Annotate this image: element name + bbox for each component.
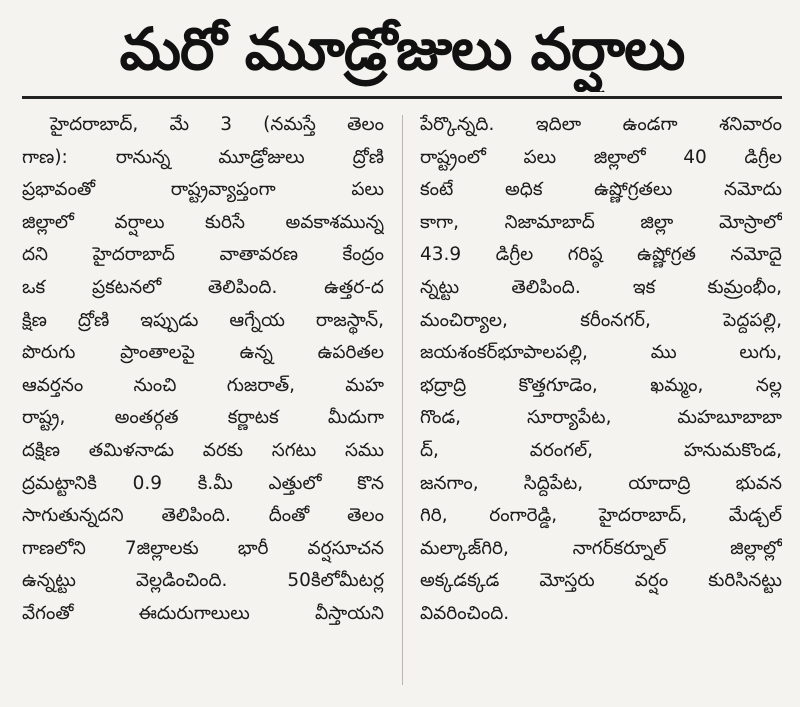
right-column-line: మంచిర్యాల, కరీంనగర్, పెద్దపల్లి, [420,309,782,331]
right-column-line: 43.9 డిగ్రీల గరిష్ఠ ఉష్ణోగ్రత నమోదై [420,244,782,266]
left-column-line: ప్రభావంతో రాష్ట్రవ్యాప్తంగా పలు [22,179,384,201]
right-column [420,109,782,697]
left-column-line: దని హైదరాబాద్ వాతావరణ కేంద్రం [22,244,384,266]
article-body [22,109,782,697]
right-column-line: భద్రాద్రి కొత్తగూడెం, ఖమ్మం, నల్ల [420,374,782,396]
right-column-line: కాగా, నిజామాబాద్ జిల్లా మోస్రాలో [420,211,782,233]
headline-rule [22,96,782,99]
right-column-line: పేర్కొన్నది. ఇదిలా ఉండగా శనివారం [420,114,782,135]
left-column-line: వేగంతో ఈదురుగాలులు వీస్తాయని [22,602,384,624]
left-column-line: గాణ): రానున్న మూడ్రోజులు ద్రోణి [22,146,384,168]
right-column-line: న్నట్టు తెలిపింది. ఇక కుమ్రంభీం, [420,276,782,298]
left-column [22,109,384,697]
right-column-line: జయశంకర్‌భూపాలపల్లి, ము లుగు, [420,342,782,364]
left-column-line: గాణలోని 7జిల్లాలకు భారీ వర్షసూచన [22,537,384,559]
left-column-line: ఆవర్తనం నుంచి గుజరాత్, మహ [22,374,384,396]
left-column-line: హైదరాబాద్, మే 3 (నమస్తే తెలం [50,114,384,135]
right-column-line: రాష్ట్రంలో పలు జిల్లాలో 40 డిగ్రీల [420,146,782,168]
right-column-line: మల్కాజ్‌గిరి, నాగర్‌కర్నూల్ జిల్లాల్లో [420,537,782,559]
left-column-line: జిల్లాలో వర్షాలు కురిసే అవకాశమున్న [22,211,384,233]
left-column-line: రాష్ట్ర, అంతర్గత కర్ణాటక మీదుగా [22,407,384,429]
left-column-line: పొరుగు ప్రాంతాలపై ఉన్న ఉపరితల [22,342,384,364]
left-column-line: క్షిణ ద్రోణి ఇప్పుడు ఆగ్నేయ రాజస్థాన్, [22,309,384,331]
right-column-line: కంటే అధిక ఉష్ణోగ్రతలు నమోదు [420,179,782,201]
column-divider [402,115,403,685]
left-column-line: సాగుతున్నదని తెలిపింది. దీంతో తెలం [22,505,384,527]
right-column-line: గొండ, సూర్యాపేట, మహబూబాబా [420,407,782,429]
right-column-line: వివరించింది. [420,602,510,624]
left-column-line: ఉన్నట్టు వెల్లడించింది. 50కిలోమీటర్ల [22,570,384,592]
left-column-line: ఒక ప్రకటనలో తెలిపింది. ఉత్తర-ద [22,276,384,298]
right-column-line: ద్, వరంగల్, హనుమకొండ, [420,439,782,461]
left-column-line: ద్రమట్టానికి 0.9 కి.మీ ఎత్తులో కొన [22,472,384,494]
right-column-line: గిరి, రంగారెడ్డి, హైదరాబాద్, మేడ్చల్ [420,505,782,527]
right-column-line: జనగాం, సిద్దిపేట, యాదాద్రి భువన [420,472,782,494]
right-column-line: అక్కడక్కడ మోస్తరు వర్షం కురిసినట్టు [420,570,782,592]
left-column-line: దక్షిణ తమిళనాడు వరకు సగటు సము [22,439,384,461]
headline: మరో మూడ్రోజులు వర్షాలు [119,15,685,83]
